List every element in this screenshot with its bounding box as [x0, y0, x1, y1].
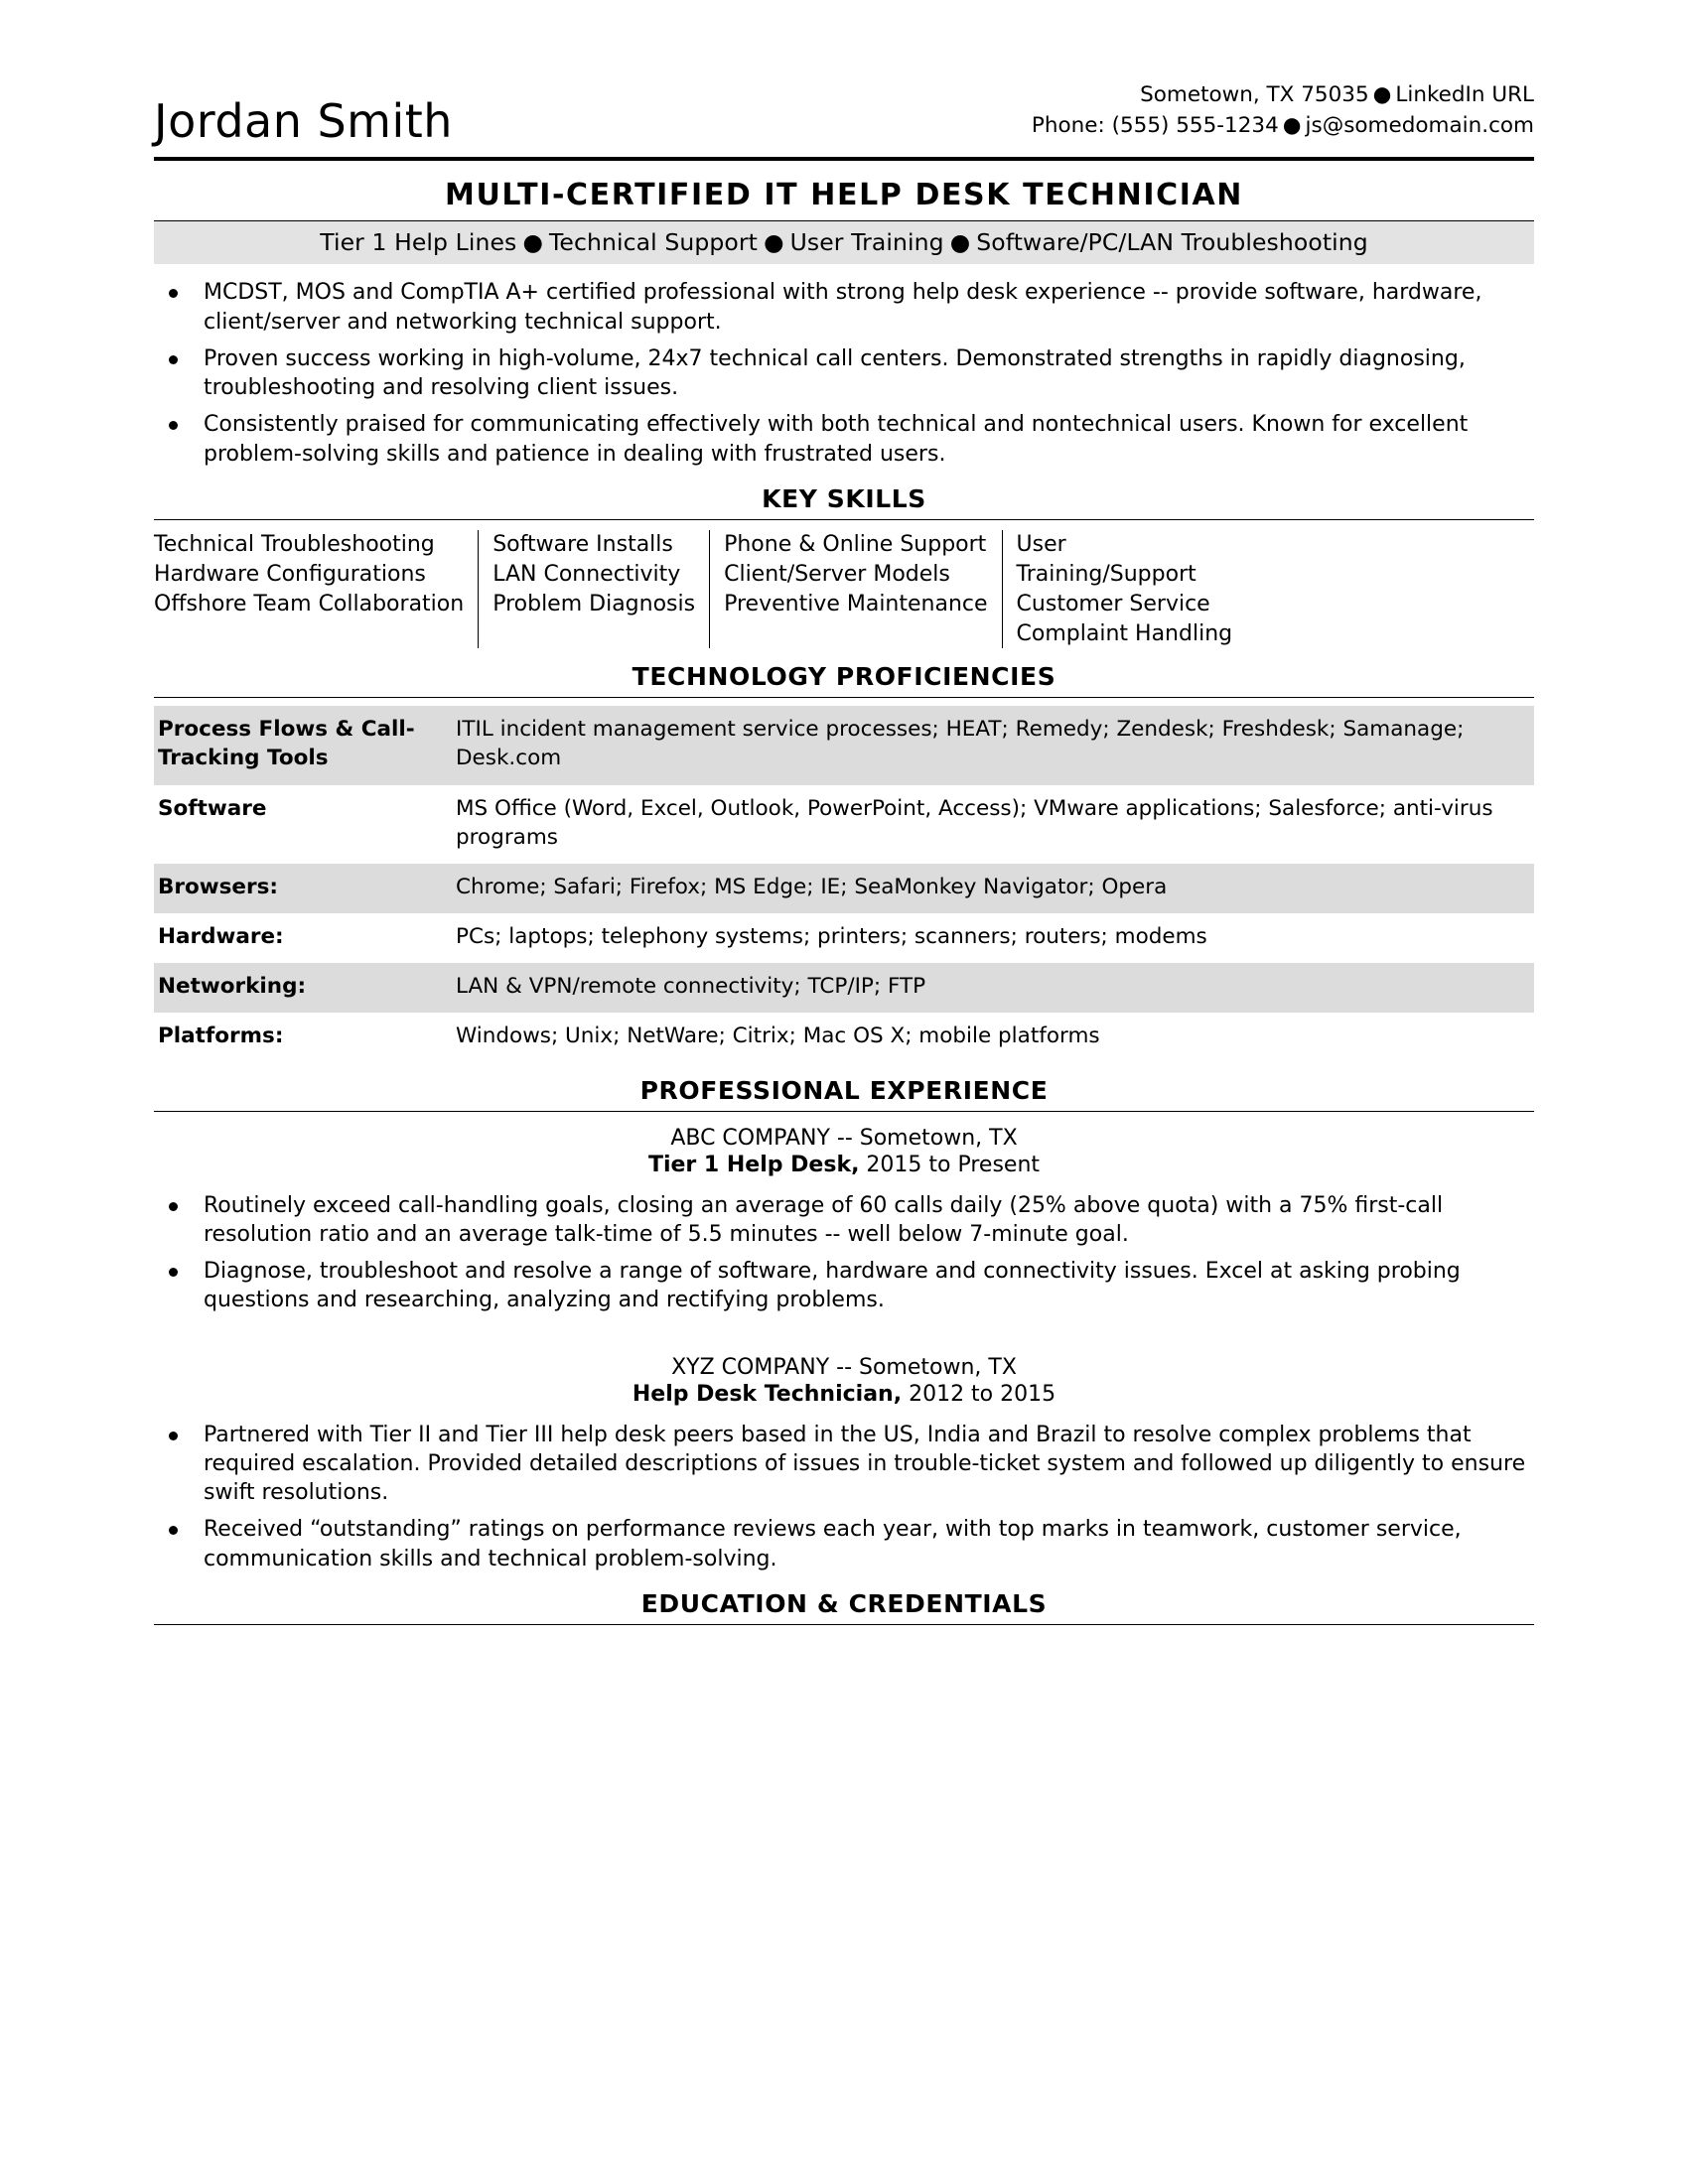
contact-phone: Phone: (555) 555-1234: [1031, 113, 1279, 139]
section-heading-education: EDUCATION & CREDENTIALS: [640, 1588, 1048, 1618]
education-divider: [154, 1624, 1534, 1625]
contact-line-2: [1032, 110, 1534, 141]
table-cell-label: Platforms:: [158, 1023, 284, 1048]
table-row: [154, 1013, 1534, 1062]
spacer: [154, 1323, 1534, 1341]
page-title: Jordan Smith: [154, 94, 453, 149]
contact-location: Sometown, TX 75035: [1140, 82, 1369, 107]
table-cell-label: Software: [158, 795, 267, 821]
specialty-4: Software/PC/LAN Troubleshooting: [976, 228, 1368, 257]
key-skills-grid: [154, 530, 1534, 649]
key-skills-column-4: [1003, 530, 1247, 649]
job-company-1: ABC COMPANY -- Sometown, TX: [670, 1125, 1018, 1151]
job-bullet-list-2: [154, 1421, 1534, 1573]
list-item: Client/Server Models: [724, 561, 950, 587]
job-title-1: [154, 1153, 1534, 1177]
table-row: [154, 785, 1534, 864]
list-item: Problem Diagnosis: [492, 591, 696, 616]
table-row: [154, 963, 1534, 1013]
list-item: Proven success working in high-volume, 24x7 technical call centers. Demonstrated strengths in rapidly diagnosing, troubleshooting and resolving client issues.: [154, 344, 1534, 403]
specialty-2: Technical Support: [548, 228, 758, 257]
list-item: LAN Connectivity: [492, 561, 681, 587]
table-row: [154, 864, 1534, 913]
list-item: Diagnose, troubleshoot and resolve a range of software, hardware and connectivity issues. Excel at asking probing questions and researching, analyzing and rectifying problems.: [154, 1257, 1534, 1315]
resume-header: [154, 79, 1534, 149]
table-row: [154, 913, 1534, 963]
list-item: Preventive Maintenance: [724, 591, 988, 616]
contact-block: [1032, 79, 1534, 145]
list-item: MCDST, MOS and CompTIA A+ certified professional with strong help desk experience -- provide software, hardware, client/server and networking technical support.: [154, 278, 1534, 337]
table-row: [154, 706, 1534, 784]
job-role-2: Help Desk Technician,: [632, 1381, 903, 1407]
section-heading-experience: PROFESSIONAL EXPERIENCE: [639, 1075, 1049, 1105]
list-item: User: [1016, 531, 1066, 557]
table-cell-label: Networking:: [154, 963, 456, 1013]
list-item: Training/Support: [1016, 561, 1196, 587]
technology-table: [154, 706, 1534, 1061]
experience-divider: [154, 1111, 1534, 1112]
specialties-banner: [154, 221, 1534, 264]
bullet-separator-icon: ●: [949, 228, 971, 257]
list-item: Phone & Online Support: [724, 531, 987, 557]
key-skills-column-2: [479, 530, 710, 649]
contact-line-1: [1032, 79, 1534, 110]
table-cell-label: Browsers:: [154, 864, 456, 913]
resume-headline: MULTI-CERTIFIED IT HELP DESK TECHNICIAN: [445, 178, 1243, 213]
header-divider: [154, 157, 1534, 161]
list-item: Partnered with Tier II and Tier III help desk peers based in the US, India and Brazil to resolve complex problems that required escalation. Provided detailed descriptions of issues in trouble-ticket system and followed up diligently to ensure swift resolutions.: [154, 1421, 1534, 1508]
key-skills-column-1: [154, 530, 479, 649]
key-skills-column-3: [710, 530, 1002, 649]
list-item: Hardware Configurations: [154, 561, 426, 587]
list-item: Consistently praised for communicating effectively with both technical and nontechnical users. Known for excellent problem-solving skills and patience in dealing with frustrated users.: [154, 410, 1534, 469]
section-heading-key-skills: KEY SKILLS: [762, 483, 926, 513]
summary-bullet-list: [154, 278, 1534, 469]
table-cell-value: MS Office (Word, Excel, Outlook, PowerPoint, Access); VMware applications; Salesforce; anti-virus programs: [456, 795, 1493, 850]
bullet-separator-icon: ●: [763, 228, 784, 257]
key-skills-divider: [154, 519, 1534, 520]
job-dates-2: 2012 to 2015: [902, 1381, 1056, 1407]
list-item: Offshore Team Collaboration: [154, 591, 465, 616]
table-cell-value: LAN & VPN/remote connectivity; TCP/IP; FTP: [456, 963, 1534, 1013]
section-heading-technology: TECHNOLOGY PROFICIENCIES: [632, 662, 1056, 692]
technology-divider: [154, 697, 1534, 698]
bullet-separator-icon: ●: [1372, 82, 1392, 107]
contact-email[interactable]: js@somedomain.com: [1305, 113, 1534, 139]
table-cell-label: Process Flows & Call-Tracking Tools: [154, 706, 456, 784]
list-item: Technical Troubleshooting: [154, 531, 435, 557]
list-item: Routinely exceed call-handling goals, closing an average of 60 calls daily (25% above quota) with a 75% first-call resolution ratio and an average talk-time of 5.5 minutes -- well below 7-minute goal.: [154, 1191, 1534, 1250]
bullet-separator-icon: ●: [522, 228, 543, 257]
specialty-1: Tier 1 Help Lines: [320, 228, 517, 257]
job-bullet-list-1: [154, 1191, 1534, 1315]
job-role-1: Tier 1 Help Desk,: [647, 1152, 860, 1177]
list-item: Received “outstanding” ratings on performance reviews each year, with top marks in teamwork, customer service, communication skills and technical problem-solving.: [154, 1515, 1534, 1573]
job-dates-1: 2015 to Present: [859, 1152, 1041, 1177]
linkedin-link[interactable]: LinkedIn URL: [1395, 82, 1534, 107]
list-item: Software Installs: [492, 531, 673, 557]
table-cell-label: Hardware:: [158, 923, 284, 949]
table-cell-value: Windows; Unix; NetWare; Citrix; Mac OS X; mobile platforms: [456, 1023, 1100, 1048]
table-cell-value: Chrome; Safari; Firefox; MS Edge; IE; SeaMonkey Navigator; Opera: [456, 864, 1534, 913]
job-company-2: XYZ COMPANY -- Sometown, TX: [671, 1354, 1017, 1380]
specialty-3: User Training: [789, 228, 944, 257]
bullet-separator-icon: ●: [1282, 113, 1302, 139]
list-item: Complaint Handling: [1016, 620, 1233, 646]
list-item: Customer Service: [1016, 591, 1210, 616]
table-cell-value: PCs; laptops; telephony systems; printers; scanners; routers; modems: [456, 923, 1207, 949]
job-title-2: [154, 1382, 1534, 1407]
table-cell-value: ITIL incident management service processes; HEAT; Remedy; Zendesk; Freshdesk; Samanage; Desk.com: [456, 706, 1534, 784]
